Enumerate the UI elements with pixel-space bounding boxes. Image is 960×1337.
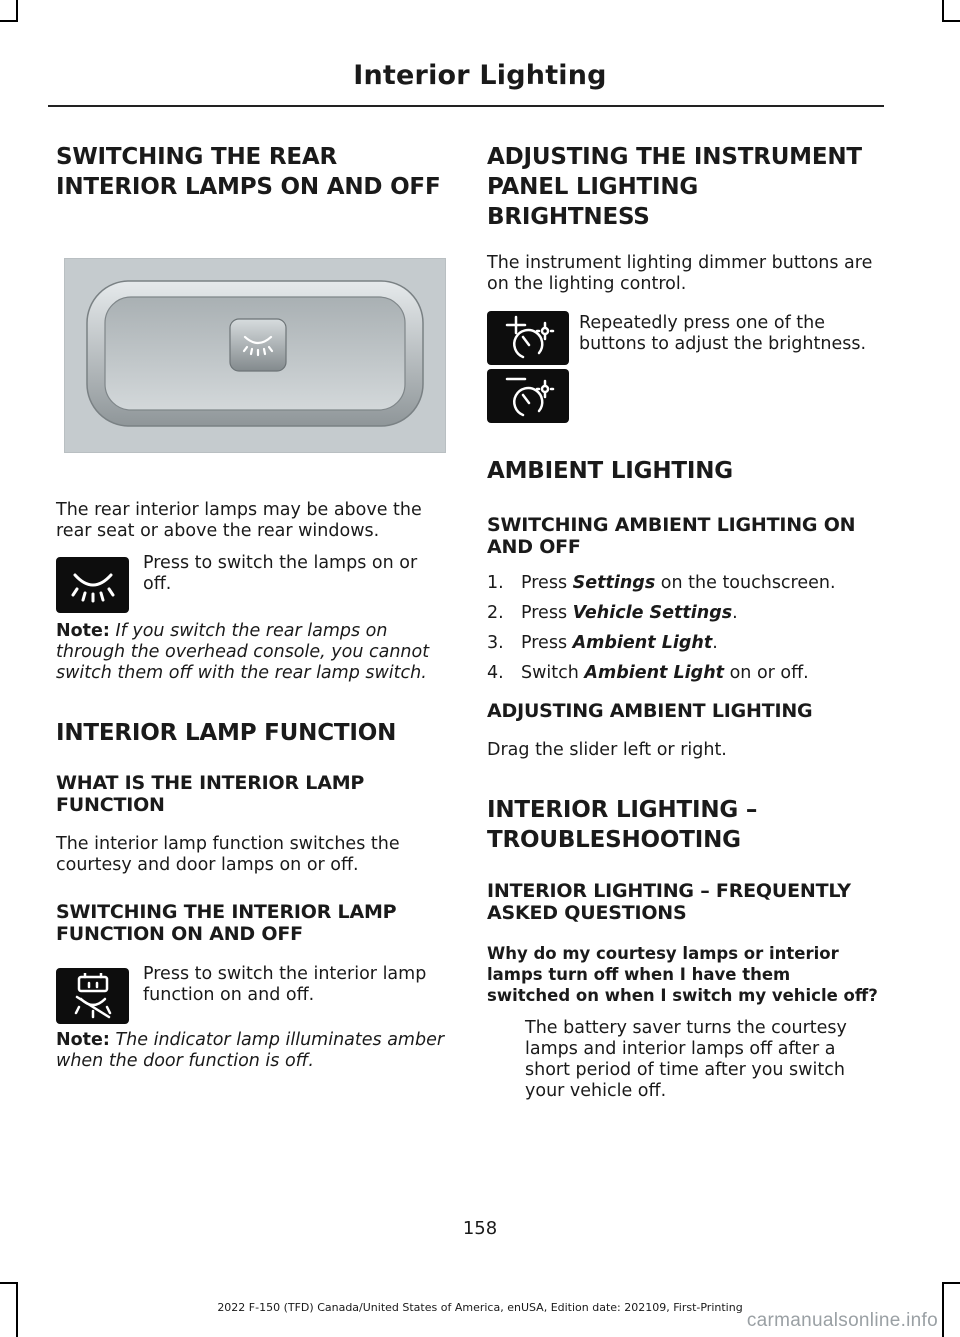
step-number: 3. [487,633,504,653]
subsection-title-what-is: WHAT IS THE INTERIOR LAMP FUNCTION [56,772,365,816]
list-item [487,603,879,624]
step-emphasis: Settings [572,573,656,593]
crop-mark [16,0,18,22]
title-line: TROUBLESHOOTING [487,827,741,853]
title-line: PANEL LIGHTING [487,174,699,200]
dimmer-instruction [487,311,879,423]
subsection-title-adjusting-ambient: ADJUSTING AMBIENT LIGHTING [487,700,813,722]
step-number: 4. [487,663,504,683]
section-title-rear-lamps [56,142,448,202]
faq-question: Why do my courtesy lamps or interior lamps turn off when I have them switched on when I switch my vehicle off? [487,944,878,1005]
note-indicator-lamp [56,1030,448,1072]
title-line: INTERIOR LAMPS ON AND OFF [56,174,441,200]
section-title-troubleshooting [487,795,879,855]
press-function-text: Press to switch the interior lamp function on and off. [143,964,427,1005]
section-title-interior-lamp-function: INTERIOR LAMP FUNCTION [56,720,397,746]
list-item [487,663,879,684]
subsection-title-switching-function: SWITCHING THE INTERIOR LAMP FUNCTION ON AND OFF [56,901,397,945]
header-divider [48,105,884,107]
rear-lamp-icon [56,557,129,613]
step-text: Press [521,573,573,593]
section-title-instrument-brightness [487,142,879,232]
section-title-ambient-lighting: AMBIENT LIGHTING [487,458,733,484]
step-number: 2. [487,603,504,623]
title-line: ADJUSTING THE INSTRUMENT [487,144,862,170]
faq-answer: The battery saver turns the courtesy lamps and interior lamps off after a short period of time after you switch your vehicle off. [525,1018,847,1101]
interior-lamp-description: The interior lamp function switches the courtesy and door lamps on or off. [56,834,400,875]
interior-lamp-instruction [56,964,448,1024]
door-lamp-off-icon [56,968,129,1024]
right-column [487,142,879,1102]
step-text: Switch [521,663,585,683]
title-line: INTERIOR LIGHTING – [487,797,758,823]
step-number: 1. [487,573,504,593]
page-title: Interior Lighting [353,60,607,91]
step-text: . [732,603,738,623]
dimmer-icons [487,311,569,423]
brightness-up-icon [487,311,569,365]
brightness-down-icon [487,369,569,423]
dimmer-location-text: The instrument lighting dimmer buttons are on the lighting control. [487,253,873,294]
crop-mark [0,20,18,22]
rear-lamp-instruction [56,553,448,613]
step-emphasis: Ambient Light [584,663,725,683]
note-text: The indicator lamp illuminates amber when the door function is off. [56,1030,445,1071]
ambient-steps-list [487,573,879,684]
repeat-press-text: Repeatedly press one of the buttons to adjust the brightness. [579,313,867,354]
note-label: Note: [56,1030,110,1050]
crop-mark [942,1282,960,1284]
page-number: 158 [462,1218,498,1239]
crop-mark [942,0,944,22]
left-column [56,142,448,1072]
rear-lamp-switch-figure [64,258,446,453]
step-text: Press [521,633,573,653]
step-text: Press [521,603,573,623]
subsection-title-faq: INTERIOR LIGHTING – FREQUENTLY ASKED QUESTIONS [487,880,851,924]
crop-mark [942,20,960,22]
title-line: SWITCHING THE REAR [56,144,337,170]
slider-instruction-text: Drag the slider left or right. [487,740,727,760]
press-lamps-text: Press to switch the lamps on or off. [143,553,418,594]
watermark: carmanualsonline.info [746,1310,938,1331]
step-text: on the touchscreen. [655,573,836,593]
step-text: on or off. [724,663,809,683]
step-emphasis: Vehicle Settings [572,603,733,623]
title-line: BRIGHTNESS [487,204,650,230]
list-item [487,633,879,654]
step-text: . [712,633,718,653]
note-label: Note: [56,621,110,641]
rear-lamp-panel-illustration [65,259,445,452]
note-rear-lamps [56,621,448,684]
edition-footer: 2022 F-150 (TFD) Canada/United States of America, enUSA, Edition date: 202109, First-Printing [217,1301,743,1314]
subsection-title-switching-ambient: SWITCHING AMBIENT LIGHTING ON AND OFF [487,514,856,558]
crop-mark [0,1282,18,1284]
list-item [487,573,879,594]
note-text: If you switch the rear lamps on through the overhead console, you cannot switch them off with the rear lamp switch. [56,621,430,683]
step-emphasis: Ambient Light [572,633,713,653]
rear-lamps-location-text: The rear interior lamps may be above the rear seat or above the rear windows. [56,500,422,541]
